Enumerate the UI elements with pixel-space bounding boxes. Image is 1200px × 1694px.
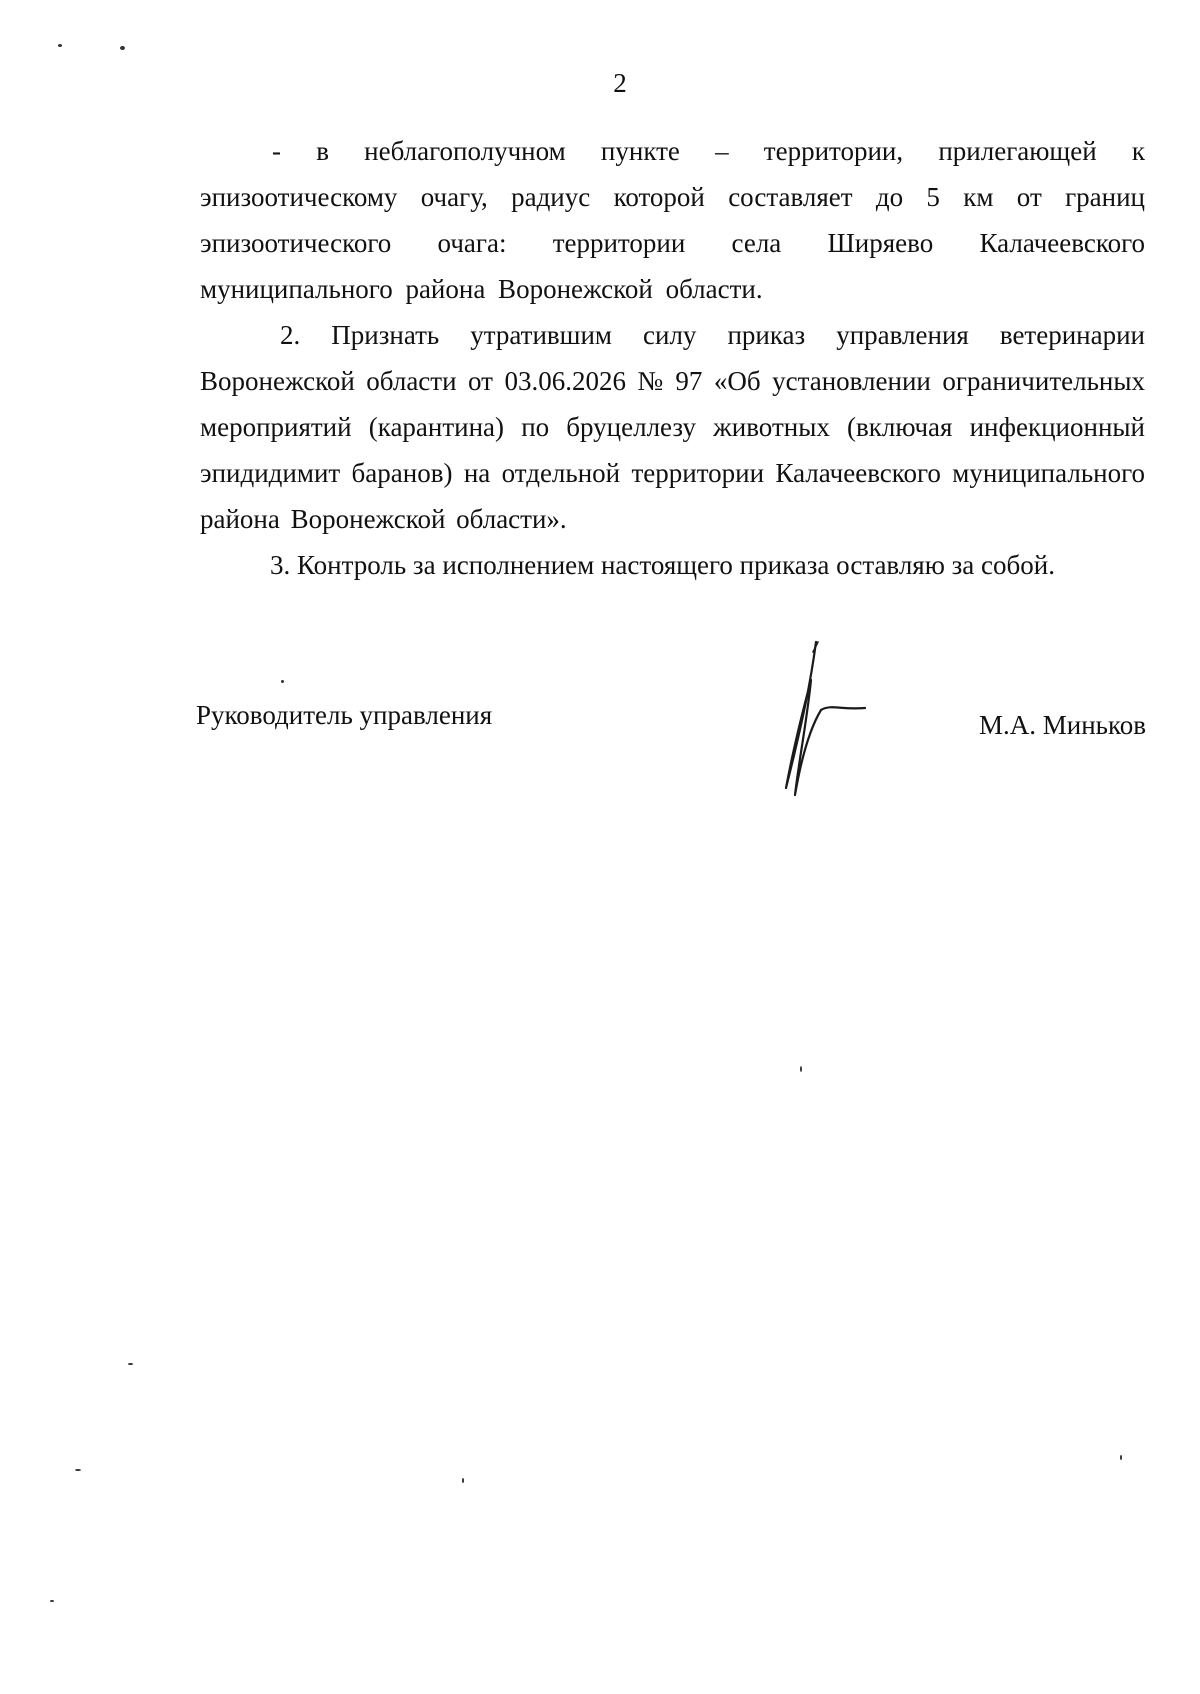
scan-speck — [75, 1469, 81, 1471]
paragraph-control: 3. Контроль за исполнением настоящего приказа оставляю за собой. — [270, 550, 1055, 580]
scan-speck — [800, 1066, 802, 1072]
paragraph-repeal-order: 2. Признать утратившим силу приказ управления ветеринарии Воронежской области от 03.06.2026 № 97 «Об установлении ограничительных мероприятий (карантина) по бруцеллезу животных (включая инфекционный эпидидимит баранов) на отдельной территории Калачеевского муниципального района Воронежской области». — [200, 320, 1145, 534]
signatory-position: Руководитель управления — [196, 700, 493, 730]
scan-speck — [281, 680, 284, 683]
scan-speck — [120, 46, 125, 50]
scan-speck — [462, 1478, 464, 1483]
signature-block — [196, 700, 1146, 840]
paragraph-territory: - в неблагополучном пункте – территории, прилегающей к эпизоотическому очагу, радиус которой составляет до 5 км от границ эпизоотического очага: территории села Ширяево Калачеевского муниципального района Воронежской области. — [200, 136, 1145, 304]
scan-speck — [128, 1363, 133, 1365]
handwritten-signature — [741, 640, 891, 810]
scan-speck — [50, 1600, 54, 1602]
scan-speck — [1120, 1455, 1122, 1460]
document-body — [200, 128, 1145, 588]
page-number: 2 — [613, 68, 627, 98]
scan-speck — [58, 44, 62, 47]
signatory-name: М.А. Миньков — [979, 710, 1146, 740]
